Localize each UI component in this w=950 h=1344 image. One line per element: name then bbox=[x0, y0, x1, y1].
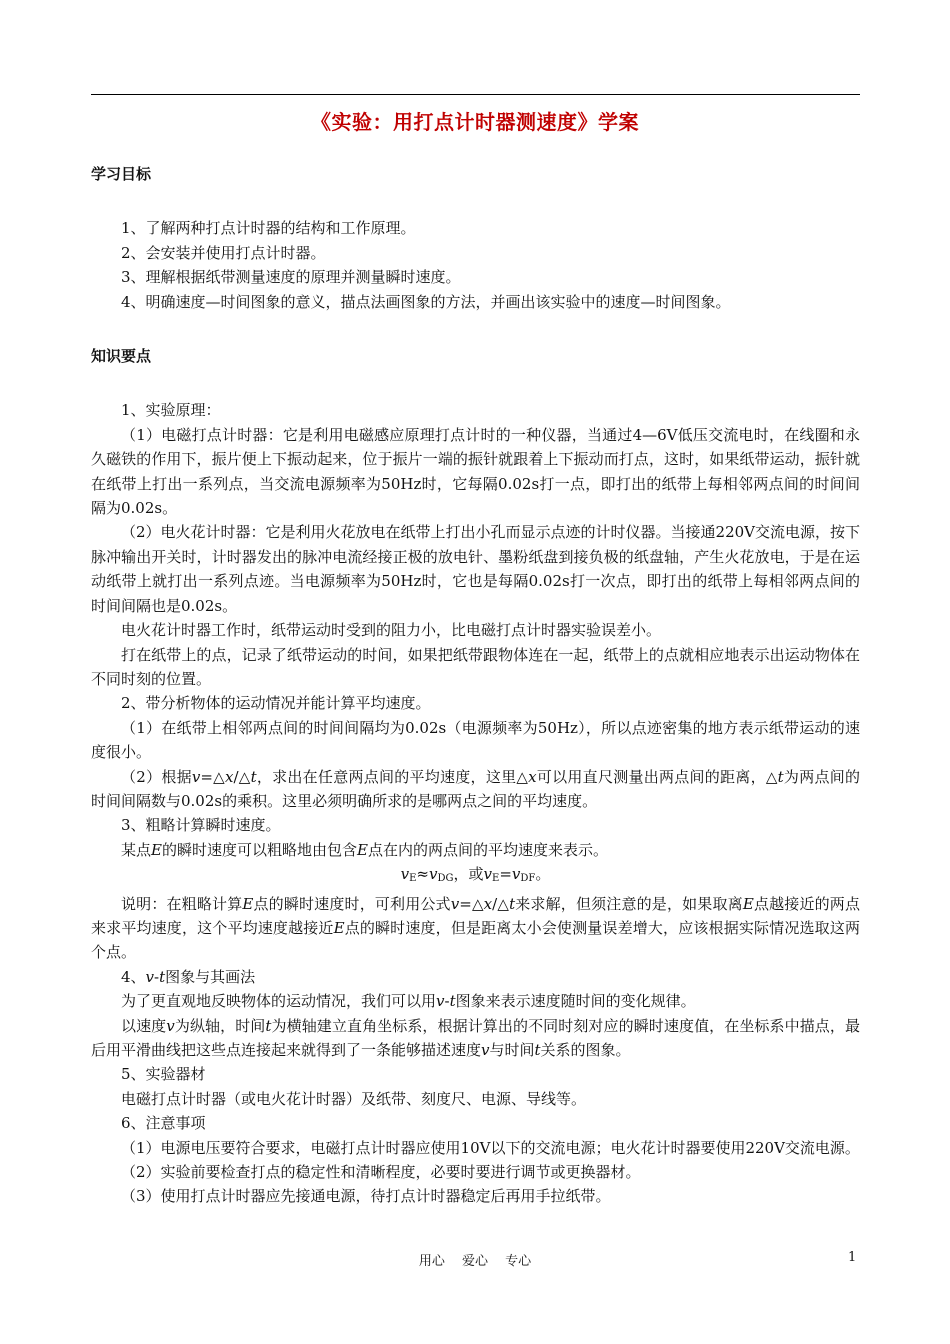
paragraph: （3）使用打点计时器应先接通电源，待打点计时器稳定后再用手拉纸带。 bbox=[121, 1187, 611, 1206]
paragraph: 4、v-t图象与其画法 bbox=[121, 967, 256, 986]
paragraph: 3、粗略计算瞬时速度。 bbox=[121, 816, 281, 835]
goal-item: 4、明确速度—时间图象的意义，描点法画图象的方法，并画出该实验中的速度—时间图象。 bbox=[121, 292, 731, 311]
goal-item: 2、会安装并使用打点计时器。 bbox=[121, 243, 326, 262]
paragraph: （2）电火花计时器：它是利用火花放电在纸带上打出小孔而显示点迹的计时仪器。当接通220V交流电源，按下脉冲输出开关时，计时器发出的脉冲电流经接正极的放电针、墨粉纸盘到接负极的纸盘轴，产生火花放电，于是在运动纸带上就打出一系列点迹。当电源频率为50Hz时，它也是每隔0.02s打一次点，即打出的纸带上每相邻两点间的时间间隔也是0.02s。 bbox=[91, 523, 861, 615]
paragraph: 打在纸带上的点，记录了纸带运动的时间，如果把纸带跟物体连在一起，纸带上的点就相应地表示出运动物体在不同时刻的位置。 bbox=[91, 645, 860, 688]
section-heading-knowledge: 知识要点 bbox=[91, 347, 152, 366]
header-rule bbox=[91, 94, 860, 95]
paragraph: 2、带分析物体的运动情况并能计算平均速度。 bbox=[121, 694, 431, 713]
paragraph: 1、实验原理： bbox=[121, 401, 221, 420]
paragraph: 电磁打点计时器（或电火花计时器）及纸带、刻度尺、电源、导线等。 bbox=[121, 1089, 587, 1108]
section-heading-goals: 学习目标 bbox=[91, 165, 152, 183]
paragraph: 以速度v为纵轴，时间t为横轴建立直角坐标系，根据计算出的不同时刻对应的瞬时速度值，在坐标系中描点，最后用平滑曲线把这些点连接起来就得到了一条能够描述速度v与时间t关系的图象。 bbox=[91, 1016, 860, 1059]
goal-item: 1、了解两种打点计时器的结构和工作原理。 bbox=[121, 219, 416, 238]
paragraph: （1）电磁打点计时器：它是利用电磁感应原理打点计时的一种仪器，当通过4—6V低压交流电时，在线圈和永久磁铁的作用下，振片便上下振动起来，位于振片一端的振针就跟着上下振动而打点，这时，如果纸带运动，振针就在纸带上打出一系列点，当交流电源频率为50Hz时，它每隔0.02s打一点，即打出的纸带上每相邻两点间的时间间隔为0.02s。 bbox=[91, 425, 860, 518]
paragraph: （1）在纸带上相邻两点间的时间间隔均为0.02s（电源频率为50Hz），所以点迹密集的地方表示纸带运动的速度很小。 bbox=[91, 718, 860, 762]
paragraph: 6、注意事项 bbox=[121, 1114, 206, 1133]
document-body bbox=[91, 162, 860, 1209]
formula: $v_E\approx v_{DG}$，或$v_E=v_{DF}$。 bbox=[400, 865, 551, 885]
page-number: 1 bbox=[848, 1250, 857, 1265]
paragraph: （2）实验前要检查打点的稳定性和清晰程度，必要时要进行调节或更换器材。 bbox=[121, 1163, 641, 1182]
document-title: 《实验：用打点计时器测速度》学案 bbox=[311, 110, 639, 134]
footer-text: 用心 爱心 专心 bbox=[418, 1254, 532, 1269]
paragraph: （2）根据v=△x/△t，求出在任意两点间的平均速度，这里△x可以用直尺测量出两点间的距离，△t为两点间的时间间隔数与0.02s的乘积。这里必须明确所求的是哪两点之间的平均速度。 bbox=[91, 767, 860, 810]
paragraph: 某点E的瞬时速度可以粗略地由包含E点在内的两点间的平均速度来表示。 bbox=[121, 840, 608, 859]
goal-item: 3、理解根据纸带测量速度的原理并测量瞬时速度。 bbox=[121, 268, 461, 287]
paragraph: 电火花计时器工作时，纸带运动时受到的阻力小，比电磁打点计时器实验误差小。 bbox=[121, 621, 662, 640]
paragraph: 5、实验器材 bbox=[121, 1065, 206, 1084]
paragraph: 为了更直观地反映物体的运动情况，我们可以用v-t图象来表示速度随时间的变化规律。 bbox=[121, 992, 696, 1011]
paragraph: （1）电源电压要符合要求，电磁打点计时器应使用10V以下的交流电源；电火花计时器要使用220V交流电源。 bbox=[121, 1138, 860, 1157]
paragraph: 说明：在粗略计算E点的瞬时速度时，可利用公式v=△x/△t来求解，但须注意的是，如果取离E点越接近的两点来求平均速度，这个平均速度越接近E点的瞬时速度，但是距离太小会使测量误差增大，应该根据实际情况选取这两个点。 bbox=[91, 894, 860, 962]
